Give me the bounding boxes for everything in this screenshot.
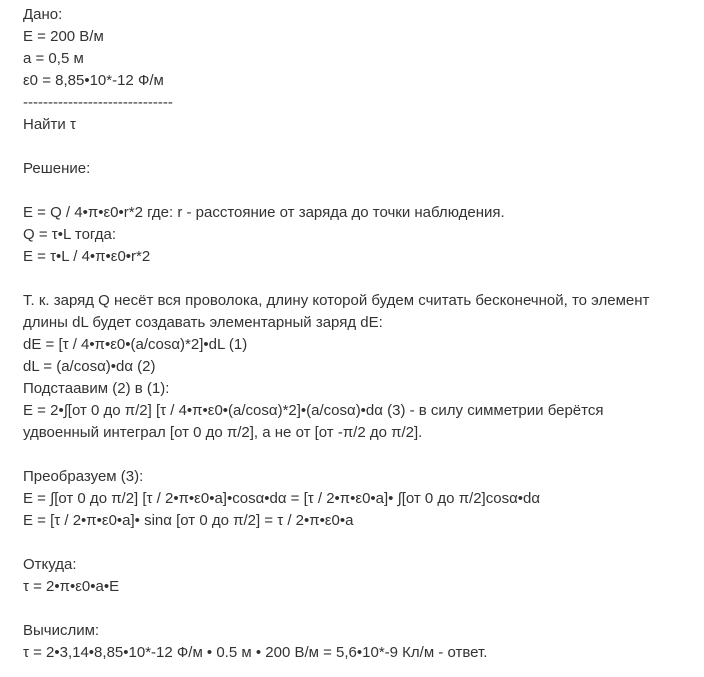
blank-line [23,180,695,202]
formula-line: dE = [τ / 4•π•ε0•(a/cosα)*2]•dL (1) [23,336,248,353]
formula-line: Q = τ•L тогда: [23,226,116,243]
formula-line: τ = 2•π•ε0•a•E [23,578,120,595]
blank-line [23,268,695,290]
blank-line [23,136,695,158]
paragraph-line: удвоенный интеграл [от 0 до π/2], а не от [от -π/2 до π/2]. [23,424,423,441]
given-distance: a = 0,5 м [23,50,84,67]
paragraph-line: Вычислим: [23,622,100,639]
solution-heading: Решение: [23,160,91,177]
divider-line: ------------------------------ [23,94,173,111]
formula-line: E = ∫[от 0 до π/2] [τ / 2•π•ε0•a]•cosα•dα = [τ / 2•π•ε0•a]• ∫[от 0 до π/2]cosα•dα [23,490,541,507]
given-permittivity: ε0 = 8,85•10*-12 Ф/м [23,72,164,89]
paragraph-line: Подстаавим (2) в (1): [23,380,170,397]
blank-line [23,532,695,554]
blank-line [23,444,695,466]
paragraph-line: Откуда: [23,556,77,573]
formula-line: E = 2•∫[от 0 до π/2] [τ / 4•π•ε0•(a/cosα)*2]•(a/cosα)•dα (3) - в силу симметрии берётся [23,402,604,419]
answer-line: τ = 2•3,14•8,85•10*-12 Ф/м • 0.5 м • 200 В/м = 5,6•10*-9 Кл/м - ответ. [23,644,488,661]
formula-line: E = Q / 4•π•ε0•r*2 где: r - расстояние от заряда до точки наблюдения. [23,204,505,221]
solution-document [23,4,695,664]
paragraph-line: Т. к. заряд Q несёт вся проволока, длину которой будем считать бесконечной, то элемент [23,292,650,309]
given-heading: Дано: [23,6,63,23]
find-line: Найти τ [23,116,76,133]
given-field-strength: E = 200 В/м [23,28,104,45]
blank-line [23,598,695,620]
formula-line: dL = (a/cosα)•dα (2) [23,358,156,375]
paragraph-line: длины dL будет создавать элементарный заряд dE: [23,314,383,331]
formula-line: E = τ•L / 4•π•ε0•r*2 [23,248,151,265]
formula-line: E = [τ / 2•π•ε0•a]• sinα [от 0 до π/2] = τ / 2•π•ε0•a [23,512,354,529]
paragraph-line: Преобразуем (3): [23,468,144,485]
